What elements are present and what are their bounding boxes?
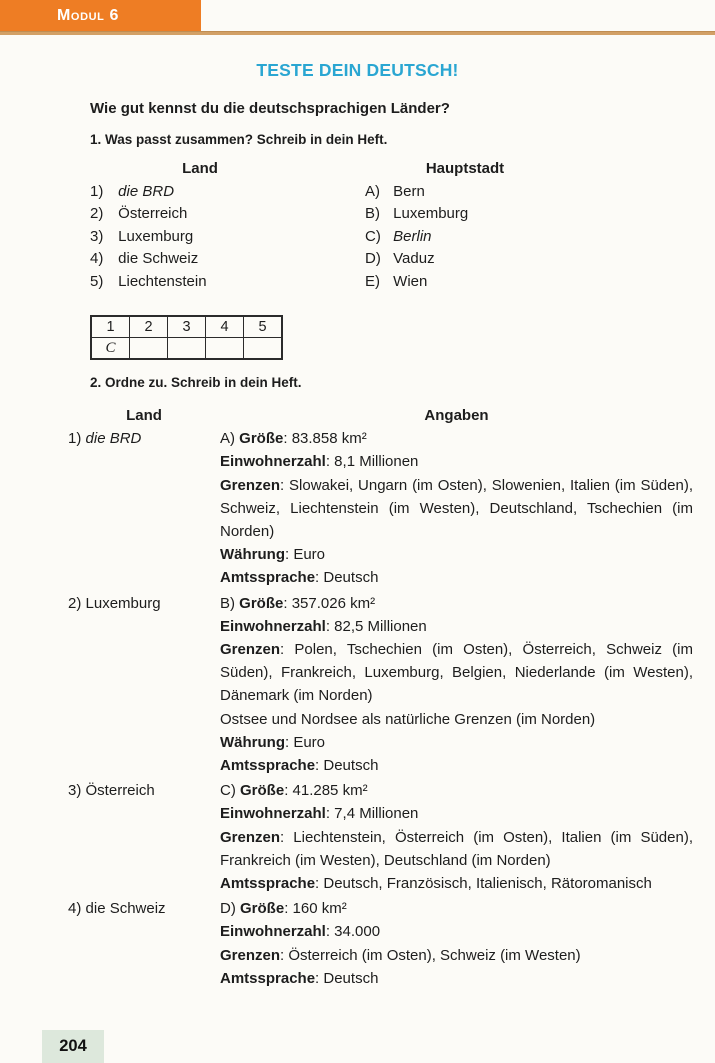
fact-line: D) Größe: 160 km² bbox=[220, 900, 347, 918]
item-country-name: Luxemburg bbox=[85, 594, 161, 612]
list-item-text: Luxemburg bbox=[114, 227, 194, 245]
list-item-text: Österreich bbox=[114, 205, 188, 222]
fact-label: Größe bbox=[240, 900, 285, 918]
exercise2-land-header: Land bbox=[126, 407, 162, 424]
exercise1-matching bbox=[90, 158, 715, 293]
item-number: 1) bbox=[68, 430, 86, 448]
list-item-text: Bern bbox=[389, 182, 425, 200]
fact-line: Amtssprache: Deutsch bbox=[220, 569, 379, 587]
exercise2-angaben-header: Angaben bbox=[424, 407, 489, 424]
list-item-text: Vaduz bbox=[389, 250, 435, 267]
list-item-text: die BRD bbox=[114, 182, 175, 200]
list-item-text: Wien bbox=[389, 272, 428, 290]
land-list-item bbox=[90, 271, 310, 294]
modul-tab-label: Modul 6 bbox=[57, 6, 120, 24]
list-item-number: D) bbox=[365, 250, 381, 267]
hauptstadt-list-item bbox=[365, 226, 565, 249]
hauptstadt-list-item bbox=[365, 181, 565, 204]
answer-table-cell bbox=[130, 338, 168, 360]
land-list-item bbox=[90, 203, 310, 226]
land-column-header: Land bbox=[182, 160, 218, 177]
fact-label: Einwohnerzahl bbox=[220, 617, 326, 635]
fact-label: Größe bbox=[239, 430, 284, 448]
fact-line: Währung: Euro bbox=[220, 546, 326, 564]
answer-table-cell: C bbox=[91, 338, 130, 360]
list-item-number: 4) bbox=[90, 250, 104, 267]
fact-label: Einwohnerzahl bbox=[220, 805, 326, 823]
answer-table-header-row bbox=[91, 316, 282, 338]
fact-label: Amtssprache bbox=[220, 969, 316, 987]
exercise2-items bbox=[68, 427, 715, 990]
exercise2-item-label bbox=[68, 779, 220, 895]
hauptstadt-list-item bbox=[365, 271, 565, 294]
land-list-item bbox=[90, 248, 310, 271]
land-list-item bbox=[90, 181, 310, 204]
fact-letter: C) bbox=[220, 782, 240, 800]
fact-label: Größe bbox=[240, 782, 285, 800]
intro-heading: Wie gut kennst du die deutschsprachigen Länder? bbox=[90, 100, 450, 117]
exercise2-item bbox=[68, 427, 715, 589]
answer-table-cell bbox=[206, 338, 244, 360]
fact-label: Einwohnerzahl bbox=[220, 453, 326, 471]
item-number: 3) bbox=[68, 782, 86, 800]
land-list-item bbox=[90, 226, 310, 249]
fact-line: Einwohnerzahl: 7,4 Millionen bbox=[220, 805, 419, 823]
fact-label: Größe bbox=[239, 594, 284, 612]
list-item-number: C) bbox=[365, 227, 381, 245]
list-item-text: die Schweiz bbox=[114, 250, 199, 267]
answer-table-header-cell: 2 bbox=[130, 316, 168, 338]
fact-line: A) Größe: 83.858 km² bbox=[220, 430, 367, 448]
exercise2-item-label bbox=[68, 592, 220, 778]
answer-table-header-cell: 5 bbox=[244, 316, 283, 338]
exercise2-item-details bbox=[220, 779, 693, 895]
list-item-text: Berlin bbox=[389, 227, 432, 245]
fact-label: Währung bbox=[220, 733, 285, 751]
fact-label: Einwohnerzahl bbox=[220, 923, 326, 941]
page-number: 204 bbox=[59, 1037, 87, 1055]
item-country-name: die BRD bbox=[85, 430, 142, 448]
item-number: 2) bbox=[68, 594, 86, 612]
exercise2-item bbox=[68, 897, 715, 990]
list-item-number: 3) bbox=[90, 227, 104, 245]
exercise2-item bbox=[68, 779, 715, 895]
page-content bbox=[0, 35, 715, 992]
list-item-number: 2) bbox=[90, 205, 104, 222]
exercise2-instruction: 2. Ordne zu. Schreib in dein Heft. bbox=[90, 375, 302, 390]
item-number: 4) bbox=[68, 900, 86, 918]
fact-letter: B) bbox=[220, 594, 240, 612]
hauptstadt-list bbox=[365, 181, 565, 294]
exercise1-instruction: 1. Was passt zusammen? Schreib in dein Heft. bbox=[90, 132, 388, 147]
exercise2-item-label bbox=[68, 427, 220, 589]
hauptstadt-column-header: Hauptstadt bbox=[425, 160, 505, 177]
answer-table-header-cell: 1 bbox=[91, 316, 130, 338]
exercise2-item-details bbox=[220, 427, 693, 589]
fact-line: Einwohnerzahl: 34.000 bbox=[220, 923, 381, 941]
answer-table-answer-row bbox=[91, 338, 282, 360]
fact-line: Grenzen: Slowakei, Ungarn (im Osten), Slowenien, Italien (im Süden), Schweiz, Liechtenstein (im Westen), Deutschland, Tschechien (im Norden) bbox=[220, 476, 693, 541]
fact-label: Grenzen bbox=[220, 476, 281, 494]
fact-line: C) Größe: 41.285 km² bbox=[220, 782, 368, 800]
exercise2-item-label bbox=[68, 897, 220, 990]
fact-line: Einwohnerzahl: 82,5 Millionen bbox=[220, 617, 427, 635]
page-title: TESTE DEIN DEUTSCH! bbox=[256, 60, 459, 80]
fact-line: B) Größe: 357.026 km² bbox=[220, 594, 376, 612]
list-item-number: E) bbox=[365, 272, 380, 290]
exercise2-item-details bbox=[220, 897, 693, 990]
answer-table-header-cell: 4 bbox=[206, 316, 244, 338]
fact-line: Amtssprache: Deutsch bbox=[220, 757, 379, 775]
fact-label: Währung bbox=[220, 546, 285, 564]
land-list bbox=[90, 181, 310, 294]
list-item-number: A) bbox=[365, 182, 380, 200]
list-item-text: Luxemburg bbox=[389, 205, 469, 222]
fact-line: Amtssprache: Deutsch bbox=[220, 969, 379, 987]
answer-table bbox=[90, 315, 283, 360]
fact-line: Einwohnerzahl: 8,1 Millionen bbox=[220, 453, 419, 471]
hauptstadt-column bbox=[365, 158, 565, 293]
list-item-number: 1) bbox=[90, 182, 104, 200]
fact-label: Amtssprache bbox=[220, 757, 316, 775]
list-item-text: Liechtenstein bbox=[114, 272, 207, 290]
fact-line: Amtssprache: Deutsch, Französisch, Italienisch, Rätoromanisch bbox=[220, 875, 652, 893]
hauptstadt-list-item bbox=[365, 203, 565, 226]
page-number-badge bbox=[42, 1030, 104, 1063]
fact-label: Grenzen bbox=[220, 828, 281, 846]
list-item-number: B) bbox=[365, 205, 380, 222]
hauptstadt-list-item bbox=[365, 248, 565, 271]
exercise2-item bbox=[68, 592, 715, 778]
answer-table-cell bbox=[168, 338, 206, 360]
fact-line: Währung: Euro bbox=[220, 733, 326, 751]
exercise2-item-details bbox=[220, 592, 693, 778]
exercise2 bbox=[68, 404, 715, 990]
land-column bbox=[90, 158, 310, 293]
list-item-number: 5) bbox=[90, 272, 104, 290]
fact-label: Grenzen bbox=[220, 641, 281, 659]
fact-label: Grenzen bbox=[220, 946, 281, 964]
fact-letter: A) bbox=[220, 430, 240, 448]
item-country-name: die Schweiz bbox=[85, 900, 166, 918]
fact-letter: D) bbox=[220, 900, 240, 918]
item-country-name: Österreich bbox=[85, 782, 155, 800]
fact-line: Grenzen: Österreich (im Osten), Schweiz (im Westen) bbox=[220, 946, 581, 964]
answer-table-cell bbox=[244, 338, 283, 360]
fact-line: Grenzen: Polen, Tschechien (im Osten), Österreich, Schweiz (im Süden), Frankreich, Luxemburg, Belgien, Niederlande (im Westen), Dänemark (im Norden) bbox=[220, 641, 693, 705]
modul-tab bbox=[0, 0, 201, 31]
exercise2-column-headers bbox=[68, 404, 715, 427]
fact-line: Ostsee und Nordsee als natürliche Grenzen (im Norden) bbox=[220, 710, 596, 728]
answer-table-header-cell: 3 bbox=[168, 316, 206, 338]
fact-line: Grenzen: Liechtenstein, Österreich (im Osten), Italien (im Süden), Frankreich (im Westen), Deutschland (im Norden) bbox=[220, 828, 693, 869]
fact-label: Amtssprache bbox=[220, 875, 316, 893]
fact-label: Amtssprache bbox=[220, 569, 316, 587]
